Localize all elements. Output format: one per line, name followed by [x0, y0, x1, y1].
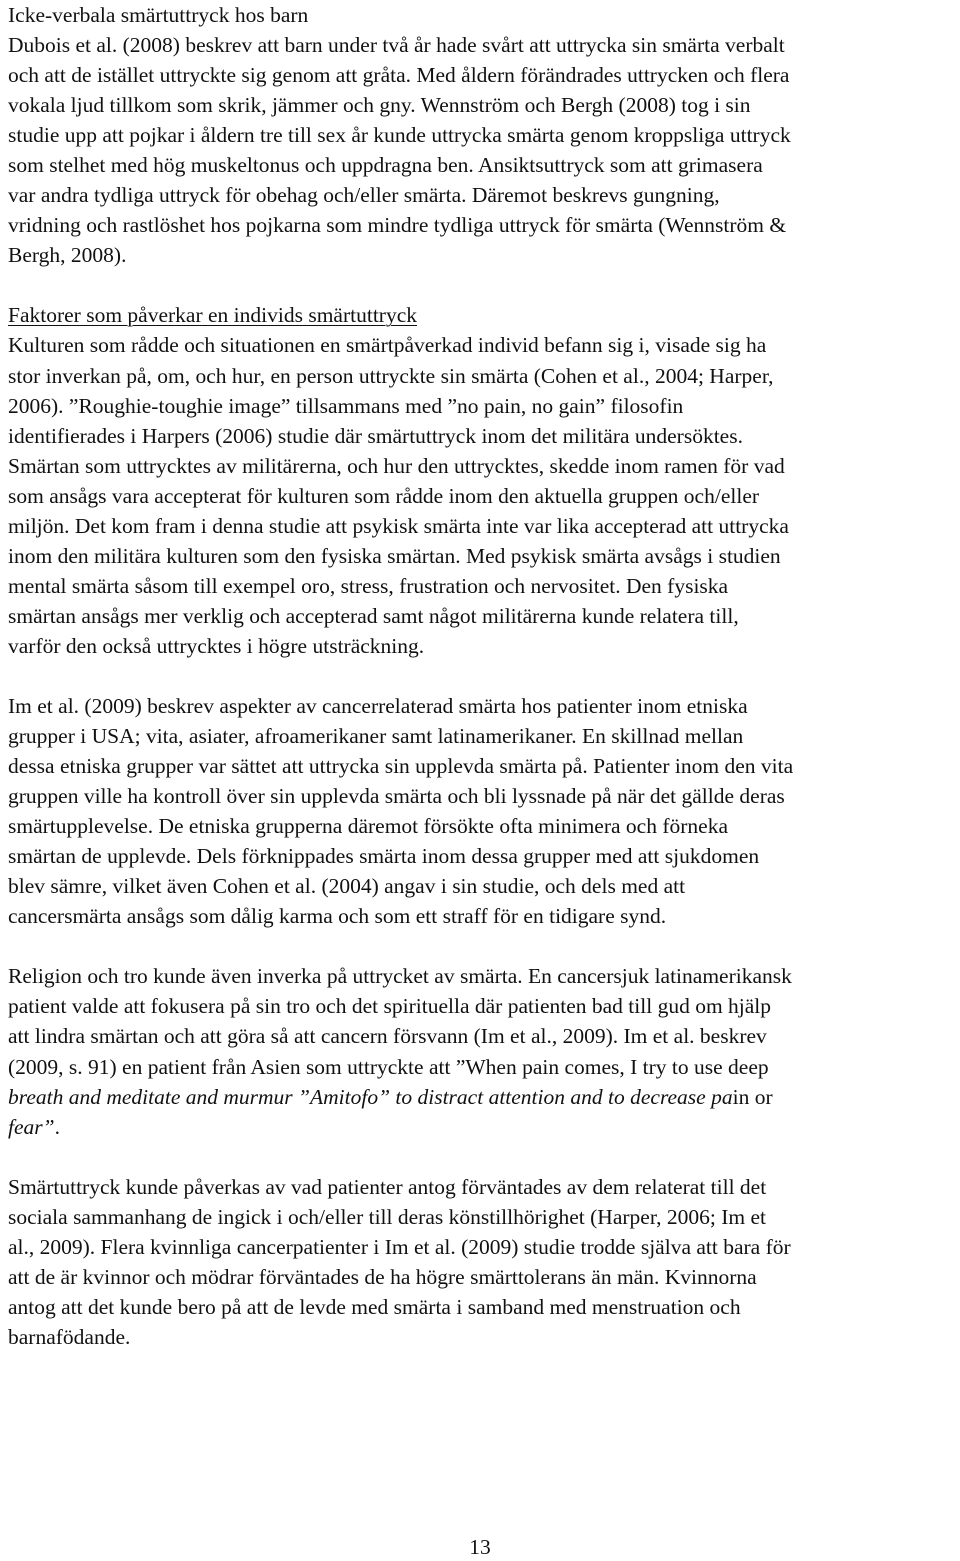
text-line: al., 2009). Flera kvinnliga cancerpatienter i Im et al. (2009) studie trodde själva att bara för [8, 1234, 791, 1259]
text-line: studie upp att pojkar i åldern tre till sex år kunde uttrycka smärta genom kroppsliga uttryck [8, 123, 791, 148]
text-line: 2006). ”Roughie-toughie image” tillsammans med ”no pain, no gain” filosofin [8, 393, 684, 418]
paragraph-religion [8, 961, 954, 1141]
text-line: barnafödande. [8, 1324, 131, 1349]
text-line: antog att det kunde bero på att de levde med smärta i samband med menstruation och [8, 1294, 741, 1319]
text-line: smärtan ansågs mer verklig och accepterad samt något militärerna kunde relatera till, [8, 603, 739, 628]
text-line: Religion och tro kunde även inverka på uttrycket av smärta. En cancersjuk latinamerikansk [8, 964, 792, 989]
paragraph-culture [8, 330, 954, 661]
text-line: gruppen ville ha kontroll över sin upplevda smärta och bli lyssnade på när det gällde deras [8, 784, 785, 809]
text-line: att de är kvinnor och mödrar förväntades de ha högre smärttolerans än män. Kvinnorna [8, 1264, 757, 1289]
text-line: smärtupplevelse. De etniska grupperna däremot försökte ofta minimera och förneka [8, 814, 728, 839]
text-line: blev sämre, vilket även Cohen et al. (2004) angav i sin studie, och dels med att [8, 874, 686, 899]
text-line: (2009, s. 91) en patient från Asien som uttryckte att ”When pain comes, I try to use deep [8, 1054, 769, 1079]
text-line: att lindra smärtan och att göra så att cancern försvann (Im et al., 2009). Im et al. beskrev [8, 1024, 767, 1049]
quote-plain-text: . [54, 1114, 60, 1139]
text-line: stor inverkan på, om, och hur, en person uttryckte sin smärta (Cohen et al., 2004; Harper, [8, 363, 774, 388]
paragraph-nonverbal-children [8, 30, 954, 270]
text-line: vokala ljud tillkom som skrik, jämmer och gny. Wennström och Bergh (2008) tog i sin [8, 93, 751, 118]
text-line: varför den också uttrycktes i högre utsträckning. [8, 633, 425, 658]
text-line: miljön. Det kom fram i denna studie att psykisk smärta inte var lika accepterad att uttrycka [8, 513, 789, 538]
text-line: Smärtuttryck kunde påverkas av vad patienter antog förväntades av dem relaterat till det [8, 1174, 767, 1199]
text-line: sociala sammanhang de ingick i och/eller till deras könstillhörighet (Harper, 2006; Im et [8, 1204, 766, 1229]
paragraph-gap [8, 270, 954, 300]
quote-line [8, 1112, 954, 1142]
quote-plain-text: in or [732, 1084, 773, 1109]
paragraph-ethnic-groups [8, 691, 954, 931]
text-line: Dubois et al. (2008) beskrev att barn under två år hade svårt att uttrycka sin smärta verbalt [8, 33, 785, 58]
text-line: smärtan de upplevde. Dels förknippades smärta inom dessa grupper med att sjukdomen [8, 844, 760, 869]
text-line: som ansågs vara accepterat för kulturen som rådde inom den aktuella gruppen och/eller [8, 483, 760, 508]
text-line: som stelhet med hög muskeltonus och uppdragna ben. Ansiktsuttryck som att grimasera [8, 153, 763, 178]
page-number: 13 [469, 1535, 491, 1559]
text-line: patient valde att fokusera på sin tro och det spirituella där patienten bad till gud om hjälp [8, 994, 772, 1019]
section-heading-nonverbal-pain: Icke-verbala smärtuttryck hos barn [8, 3, 309, 27]
text-line: var andra tydliga uttryck för obehag och/eller smärta. Däremot beskrevs gungning, [8, 183, 720, 208]
text-line: Smärtan som uttrycktes av militärerna, och hur den uttrycktes, skedde inom ramen för vad [8, 453, 785, 478]
text-line: Kulturen som rådde och situationen en smärtpåverkad individ befann sig i, visade sig ha [8, 333, 767, 358]
text-line: mental smärta såsom till exempel oro, stress, frustration och nervositet. Den fysiska [8, 573, 729, 598]
text-line: och att de istället uttryckte sig genom att gråta. Med åldern förändrades uttrycken och flera [8, 63, 790, 88]
quote-italic-text: breath and meditate and murmur ”Amitofo” to distract attention and to decrease pa [8, 1084, 733, 1109]
text-line: Bergh, 2008). [8, 243, 127, 268]
text-line: dessa etniska grupper var sättet att uttrycka sin upplevda smärta på. Patienter inom den vita [8, 754, 794, 779]
paragraph-gap [8, 931, 954, 961]
paragraph-gap [8, 1142, 954, 1172]
section-heading-factors: Faktorer som påverkar en individs smärtuttryck [8, 303, 417, 328]
quote-italic-text: fear” [8, 1114, 55, 1139]
document-page [8, 0, 954, 1352]
text-line: grupper i USA; vita, asiater, afroamerikaner samt latinamerikaner. En skillnad mellan [8, 724, 744, 749]
text-line: vridning och rastlöshet hos pojkarna som mindre tydliga uttryck för smärta (Wennström & [8, 213, 787, 238]
paragraph-gap [8, 661, 954, 691]
text-line: inom den militära kulturen som den fysiska smärtan. Med psykisk smärta avsågs i studien [8, 543, 781, 568]
text-line: identifierades i Harpers (2006) studie där smärtuttryck inom det militära undersöktes. [8, 423, 743, 448]
text-line: cancersmärta ansågs som dålig karma och som ett straff för en tidigare synd. [8, 904, 667, 929]
text-line: Im et al. (2009) beskrev aspekter av cancerrelaterad smärta hos patienter inom etniska [8, 693, 748, 718]
paragraph-gender-expectations [8, 1172, 954, 1352]
quote-line [8, 1082, 954, 1112]
